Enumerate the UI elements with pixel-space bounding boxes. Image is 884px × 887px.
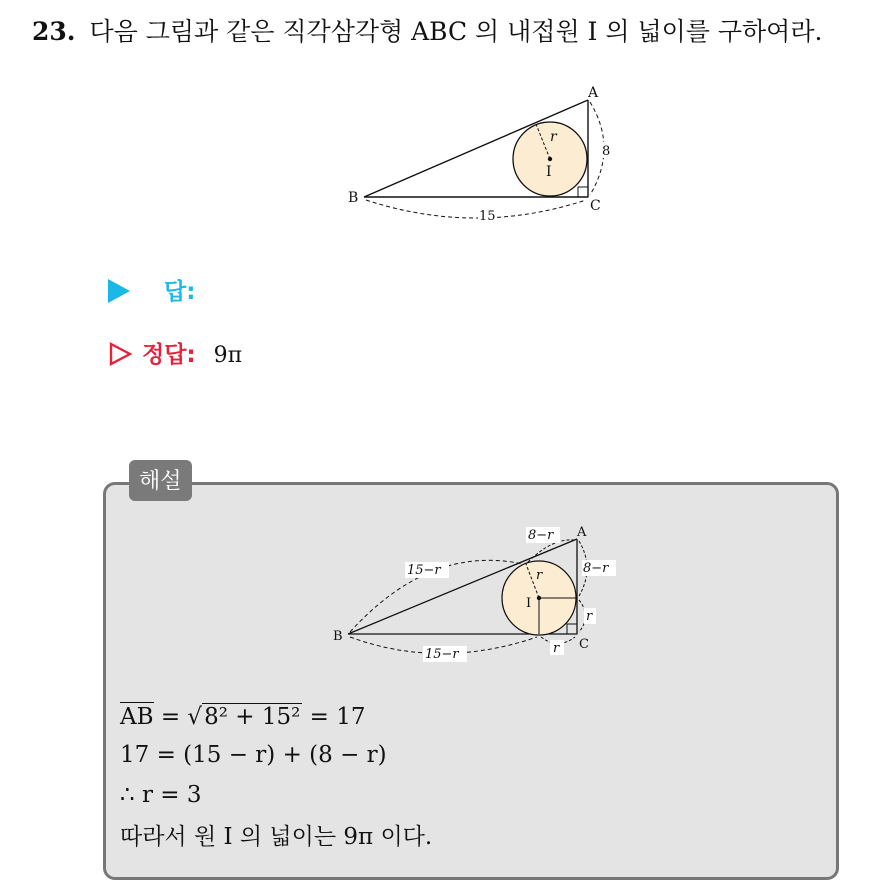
eq-sign: =: [153, 704, 188, 730]
solution-figure: [330, 524, 630, 664]
solution-tag: 해설: [129, 460, 192, 501]
play-filled-icon: [108, 279, 130, 303]
label-a: A: [577, 525, 587, 540]
problem-statement: [32, 12, 822, 48]
label-r: r: [550, 129, 557, 145]
segment-ab: AB: [120, 704, 154, 730]
answer-label: 답:: [164, 279, 196, 305]
label-left-top-seg: 15−r: [407, 563, 441, 578]
correct-answer-label: 정답:: [142, 342, 196, 368]
label-i: I: [546, 164, 552, 180]
problem-number: 23.: [32, 17, 76, 46]
problem-text: 다음 그림과 같은 직각삼각형 ABC 의 내접원 I 의 넓이를 구하여라.: [89, 17, 823, 46]
center-point: [548, 157, 552, 161]
right-angle-mark: [567, 624, 577, 634]
label-a: A: [588, 85, 599, 101]
label-b: B: [333, 629, 343, 644]
label-bottom-left-seg: 15−r: [425, 647, 459, 662]
triangle-figure: [340, 84, 630, 234]
label-top-seg: 8−r: [528, 528, 554, 543]
correct-answer-row: [108, 336, 242, 369]
label-c: C: [579, 637, 589, 652]
label-bottom-right-seg: r: [553, 641, 560, 656]
arc-bc: [366, 200, 586, 218]
play-outline-icon: [108, 342, 132, 366]
label-c: C: [590, 198, 601, 214]
line1-result: = 17: [302, 704, 366, 730]
right-angle-mark: [578, 187, 588, 197]
sqrt-body: 8² + 15²: [204, 704, 301, 730]
sqrt-sign: √: [187, 704, 203, 730]
label-side-ac: 8: [602, 144, 611, 159]
label-right-top-seg: 8−r: [583, 561, 609, 576]
answer-row: [108, 273, 195, 306]
solution-line-3: ∴ r = 3: [120, 782, 202, 808]
label-right-bottom-seg: r: [586, 609, 593, 624]
label-i: I: [526, 596, 532, 611]
solution-line-2: 17 = (15 − r) + (8 − r): [120, 742, 387, 768]
label-r: r: [536, 568, 543, 583]
center-point: [537, 596, 541, 600]
solution-line-4: 따라서 원 I 의 넓이는 9π 이다.: [120, 824, 433, 850]
label-b: B: [348, 190, 359, 206]
solution-line-1: [120, 704, 365, 730]
label-side-bc: 15: [479, 209, 496, 224]
correct-answer-value: 9π: [213, 343, 243, 368]
